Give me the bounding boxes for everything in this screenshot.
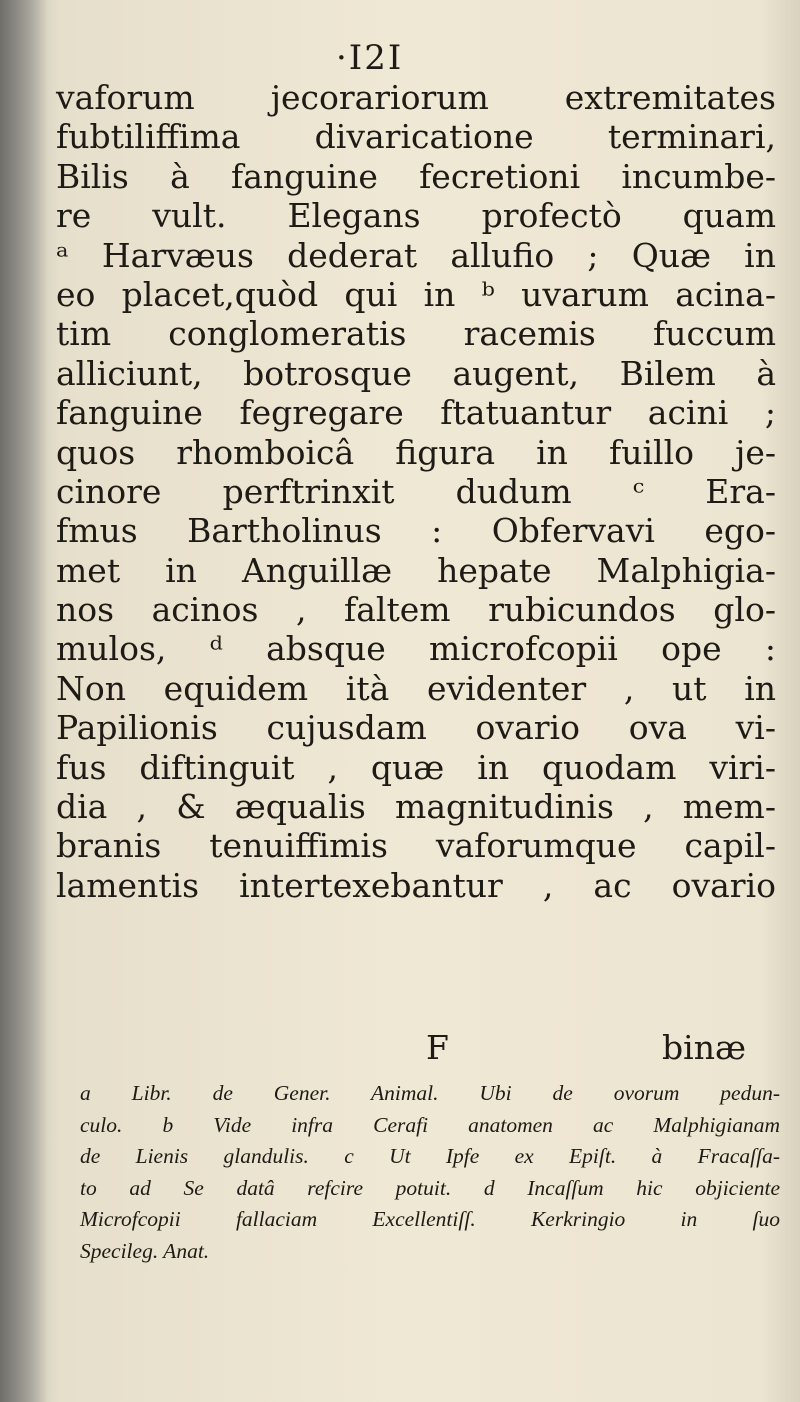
footnote-line: de Lienis glandulis. c Ut Ipfe ex Epiſt. à Fracaſſa- <box>80 1144 780 1168</box>
footnote-line: Specileg. Anat. <box>80 1238 210 1263</box>
text-line: lamentis intertexebantur , ac ovario <box>56 865 776 905</box>
catchword: binæ <box>662 1028 746 1067</box>
footnotes <box>80 1078 780 1267</box>
footnote-line: Microfcopii fallaciam Excellentiſſ. Kerkringio in ſuo <box>80 1207 780 1231</box>
text-line: branis tenuiffimis vaforumque capil- <box>56 826 776 866</box>
footnote-line: a Libr. de Gener. Animal. Ubi de ovorum pedun- <box>80 1081 780 1105</box>
text-line: mulos, ᵈ absque microfcopii ope : <box>56 629 776 669</box>
text-line: met in Anguillæ hepate Malphigia- <box>56 550 776 590</box>
text-line: Papilionis cujusdam ovario ova vi- <box>56 708 776 748</box>
gutter-shadow <box>0 0 48 1402</box>
footnote-line: to ad Se datâ refcire potuit. d Incaſſum hic objiciente <box>80 1175 780 1200</box>
text-line: nos acinos , faltem rubicundos glo- <box>56 590 776 630</box>
text-line: ᵃ Harvæus dederat allufio ; Quæ in <box>56 235 776 275</box>
text-line: quos rhomboicâ figura in fuillo je- <box>56 432 776 472</box>
text-line: eo placet,quòd qui in ᵇ uvarum acina- <box>56 274 776 314</box>
page-number: ·I2I <box>336 38 404 78</box>
text-line: alliciunt, botrosque augent, Bilem à <box>56 353 776 393</box>
signature-mark: F <box>426 1028 449 1067</box>
footnote-line: culo. b Vide infra Cerafi anatomen ac Malphigianam <box>80 1112 780 1137</box>
signature-line <box>56 1028 756 1068</box>
body-text <box>56 78 776 905</box>
text-line: Non equidem ità evidenter , ut in <box>56 668 776 708</box>
text-line: fmus Bartholinus : Obfervavi ego- <box>56 511 776 551</box>
text-line: dia , & æqualis magnitudinis , mem- <box>56 787 776 827</box>
text-line: fus diftinguit , quæ in quodam viri- <box>56 747 776 787</box>
text-line: cinore perftrinxit dudum ᶜ Era- <box>56 471 776 511</box>
text-line: re vult. Elegans profectò quam <box>56 196 776 236</box>
text-line: fubtiliffima divaricatione terminari, <box>56 117 776 157</box>
text-line: vaforum jecorariorum extremitates <box>56 78 776 117</box>
text-line: fanguine fegregare ftatuantur acini ; <box>56 393 776 433</box>
text-line: Bilis à fanguine fecretioni incumbe- <box>56 156 776 196</box>
text-line: tim conglomeratis racemis fuccum <box>56 314 776 354</box>
